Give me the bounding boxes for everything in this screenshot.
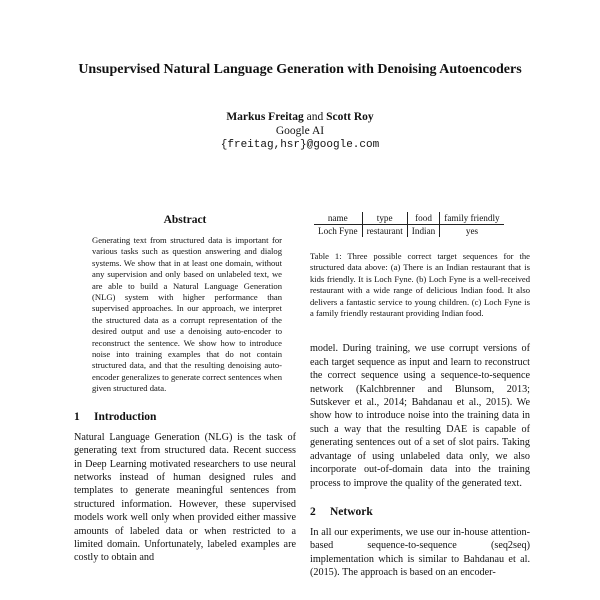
table-header: type <box>362 212 407 225</box>
table-header: name <box>314 212 362 225</box>
table-cell: Indian <box>407 225 439 238</box>
right-body-text: model. During training, we use corrupt versions of each target sequence as input and learn to reconstruct the correct sequence using a sequence-to-sequence network (Kalchbrenner and Blunsom, 2013; Sutskever et al., 2014; Bahdanau et al., 2015). We show how to introduce noise into the training data in such a way that the resulting DAE is capable of generating sentences out of a set of slot pairs. Taking advantage of using unlabeled data only, we also incorporate out-of-domain data into the training process to improve the quality of the generated text. <box>310 343 530 489</box>
left-column <box>74 214 296 565</box>
author-connector: and <box>306 111 324 123</box>
affiliation: Google AI <box>275 125 325 137</box>
table-cell: restaurant <box>362 225 407 238</box>
section-title: Network <box>330 505 373 518</box>
table-header: food <box>407 212 439 225</box>
table-cell: Loch Fyne <box>318 226 358 236</box>
table-row <box>314 225 504 238</box>
author-block <box>0 110 600 152</box>
abstract-text: Generating text from structured data is important for various tasks such as question answering and dialog systems. We show that in at least one domain, without any supervision and only based on unlabeled text, we are able to build a Natural Language Generation (NLG) system with higher performance than supervised approaches. In our approach, we interpret the structured data as a corrupt representation of the desired output and use a denoising auto-encoder to reconstruct the sentence. We show how to introduce noise into training examples that do not contain structured data, and that the resulting denoising auto-encoder generalizes to generate correct sentences when given structured data. <box>92 235 282 394</box>
paper-title: Unsupervised Natural Language Generation with Denoising Autoencoders <box>78 62 522 77</box>
slot-table <box>314 212 504 237</box>
table-header: family friendly <box>440 212 504 225</box>
email: {freitag,hsr}@google.com <box>220 139 380 151</box>
table-header-row <box>314 212 504 225</box>
table-caption: Table 1: Three possible correct target sequences for the structured data above: (a) There is an Indian restaurant that is kids friendly. It is Loch Fyne. (b) Loch Fyne is a well-received restaurant with a wide range of delicious Indian food. It also delivers a fantastic service to young children. (c) Loch Fyne is a family friendly restaurant providing Indian food. <box>310 251 530 319</box>
section-number: 2 <box>310 505 316 518</box>
introduction-text: Natural Language Generation (NLG) is the task of generating text from structured data. Recent success in Deep Learning motivated researchers to use neural networks instead of human designed rules and templates to generate meaningful sentences from structured information. However, these supervised models work well only when provided either massive amounts of labeled data or when restricted to a limited domain. Unfortunately, labeled examples are costly to obtain and <box>74 431 296 564</box>
section-title: Introduction <box>94 410 157 423</box>
network-text: In all our experiments, we use our in-house attention-based sequence-to-sequence (seq2seq) implementation which is similar to Bahdanau et al. (2015). The approach is based on an encoder- <box>310 526 530 579</box>
section-number: 1 <box>74 410 80 423</box>
abstract-heading: Abstract <box>163 214 207 226</box>
section-heading-network <box>310 506 530 518</box>
section-heading-introduction <box>74 411 296 423</box>
table-cell: yes <box>440 225 504 238</box>
author-name: Markus Freitag <box>226 111 304 123</box>
right-column <box>310 212 530 580</box>
author-name: Scott Roy <box>326 111 374 123</box>
